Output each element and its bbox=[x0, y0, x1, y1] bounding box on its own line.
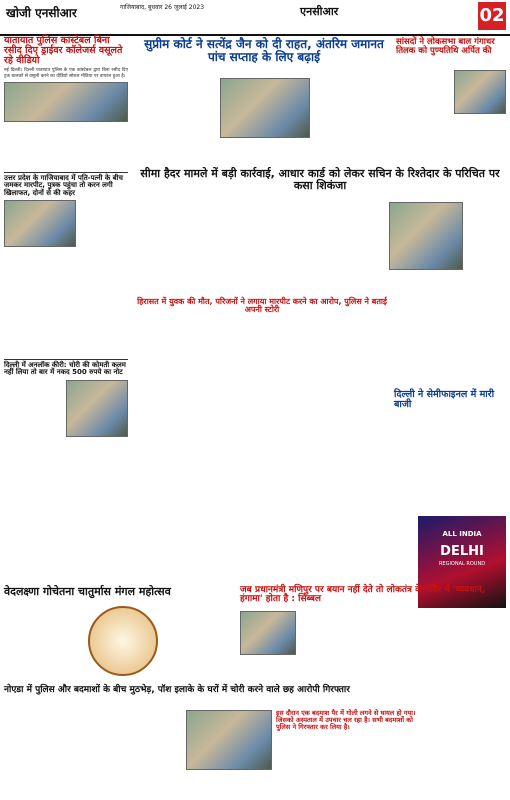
seema-story bbox=[134, 168, 506, 191]
ad-line1: ALL INDIA bbox=[442, 530, 482, 538]
right-top-story bbox=[396, 38, 506, 114]
pull-quote: इस दौरान एक बदमाश पैर में गोली लगने से घायल हो गया। जिसको अस्पताल में उपचार चल रहा है। सभी बदमाशों को पुलिस ने गिरफ्तार कर लिया है। bbox=[276, 709, 416, 731]
semifinal-story bbox=[394, 390, 506, 410]
lead-headline: सुप्रीम कोर्ट ने सत्येंद्र जैन को दी राहत, अंतरिम जमानत पांच सप्ताह के लिए बढ़ाई bbox=[144, 37, 384, 64]
hirasat-story bbox=[134, 298, 390, 315]
cow-emblem bbox=[88, 606, 158, 676]
divider bbox=[4, 172, 128, 173]
manipur-headline: जब प्रधानमंत्री मणिपुर पर बयान नहीं देते तो लोकतंत्र के मंदिर में 'व्यवधान, हंगामा' होता है : सिब्बल bbox=[240, 585, 486, 605]
left-bottom-headline: दिल्ली में अनलॉक कीरी: चोरी की कोमती कलम नहीं लिया तो बार में नकद 500 रुपये का नोट bbox=[4, 360, 126, 377]
vedanta-headline: वेदलक्ष्णा गोचेतना चातुर्मास मंगल महोत्सव bbox=[4, 585, 171, 598]
satyendra-jain-photo bbox=[220, 78, 310, 138]
left-top-headline: यातायात पुलिस कांस्टेबल बिना रसीद दिए ड्राईवर कॉलेजर्स वसूलते रहे वीडियो bbox=[4, 35, 123, 66]
page-number: 02 bbox=[478, 2, 506, 30]
noida-photo bbox=[186, 710, 272, 770]
left-top-body: नई दिल्ली। दिल्ली यातायात पुलिस के एक कांस्टेबल द्वारा बिना रसीद दिए ट्रक चालकों से वसूली करने का वीडियो सोशल मीडिया पर वायरल हुआ है। bbox=[4, 67, 128, 79]
date-line: गाजियाबाद, बुधवार 26 जुलाई 2023 bbox=[120, 4, 205, 11]
section-name: एनसीआर bbox=[300, 5, 339, 18]
semifinal-headline: दिल्ली ने सेमीफाइनल में मारी बाजी bbox=[394, 389, 495, 410]
ad-line2: DELHI bbox=[440, 544, 484, 559]
lead-story bbox=[134, 38, 394, 63]
seema-photo bbox=[389, 202, 463, 270]
left-mid-text bbox=[4, 247, 128, 357]
tilak-photo bbox=[454, 70, 506, 114]
person-photo bbox=[66, 380, 128, 437]
manipur-story bbox=[240, 586, 506, 655]
noida-headline: नोएडा में पुलिस और बदमाशों के बीच मुठभेड़, पॉश इलाके के घरों में चोरी करने वाले छह आरोपी गिरफ्तार bbox=[4, 685, 350, 695]
divider bbox=[4, 359, 128, 360]
vedanta-story bbox=[4, 586, 234, 598]
traffic-police-photo bbox=[4, 82, 128, 122]
left-column bbox=[4, 36, 128, 437]
masthead bbox=[0, 0, 510, 36]
ad-line3: REGIONAL ROUND bbox=[438, 561, 486, 567]
sibal-photo bbox=[240, 611, 296, 655]
left-mid-headline: उत्तर प्रदेश के गाजियाबाद में पति-पत्नी के बीच जमकर मारपीट, पुत्रक पहुंचा तो करन लगी खिलाफत, दोनों से की कहर bbox=[4, 173, 123, 197]
tablet-photo bbox=[4, 200, 76, 247]
right-top-headline: सांसदों ने लोकसभा बाल गंगाधर तिलक को पुण्यतिथि अर्पित की bbox=[396, 37, 495, 56]
paper-name: खोजी एनसीआर bbox=[6, 6, 77, 20]
hirasat-headline: हिरासत में युवक की मौत, परिजनों ने लगाया मारपीट करने का आरोप, पुलिस ने बताई अपनी स्टोरी bbox=[137, 297, 387, 315]
seema-headline: सीमा हैदर मामले में बड़ी कार्रवाई, आधार कार्ड को लेकर सचिन के रिश्तेदार के परिचित पर कसा शिकंजा bbox=[140, 167, 500, 192]
noida-story bbox=[4, 685, 506, 731]
left-top-text bbox=[4, 122, 128, 170]
